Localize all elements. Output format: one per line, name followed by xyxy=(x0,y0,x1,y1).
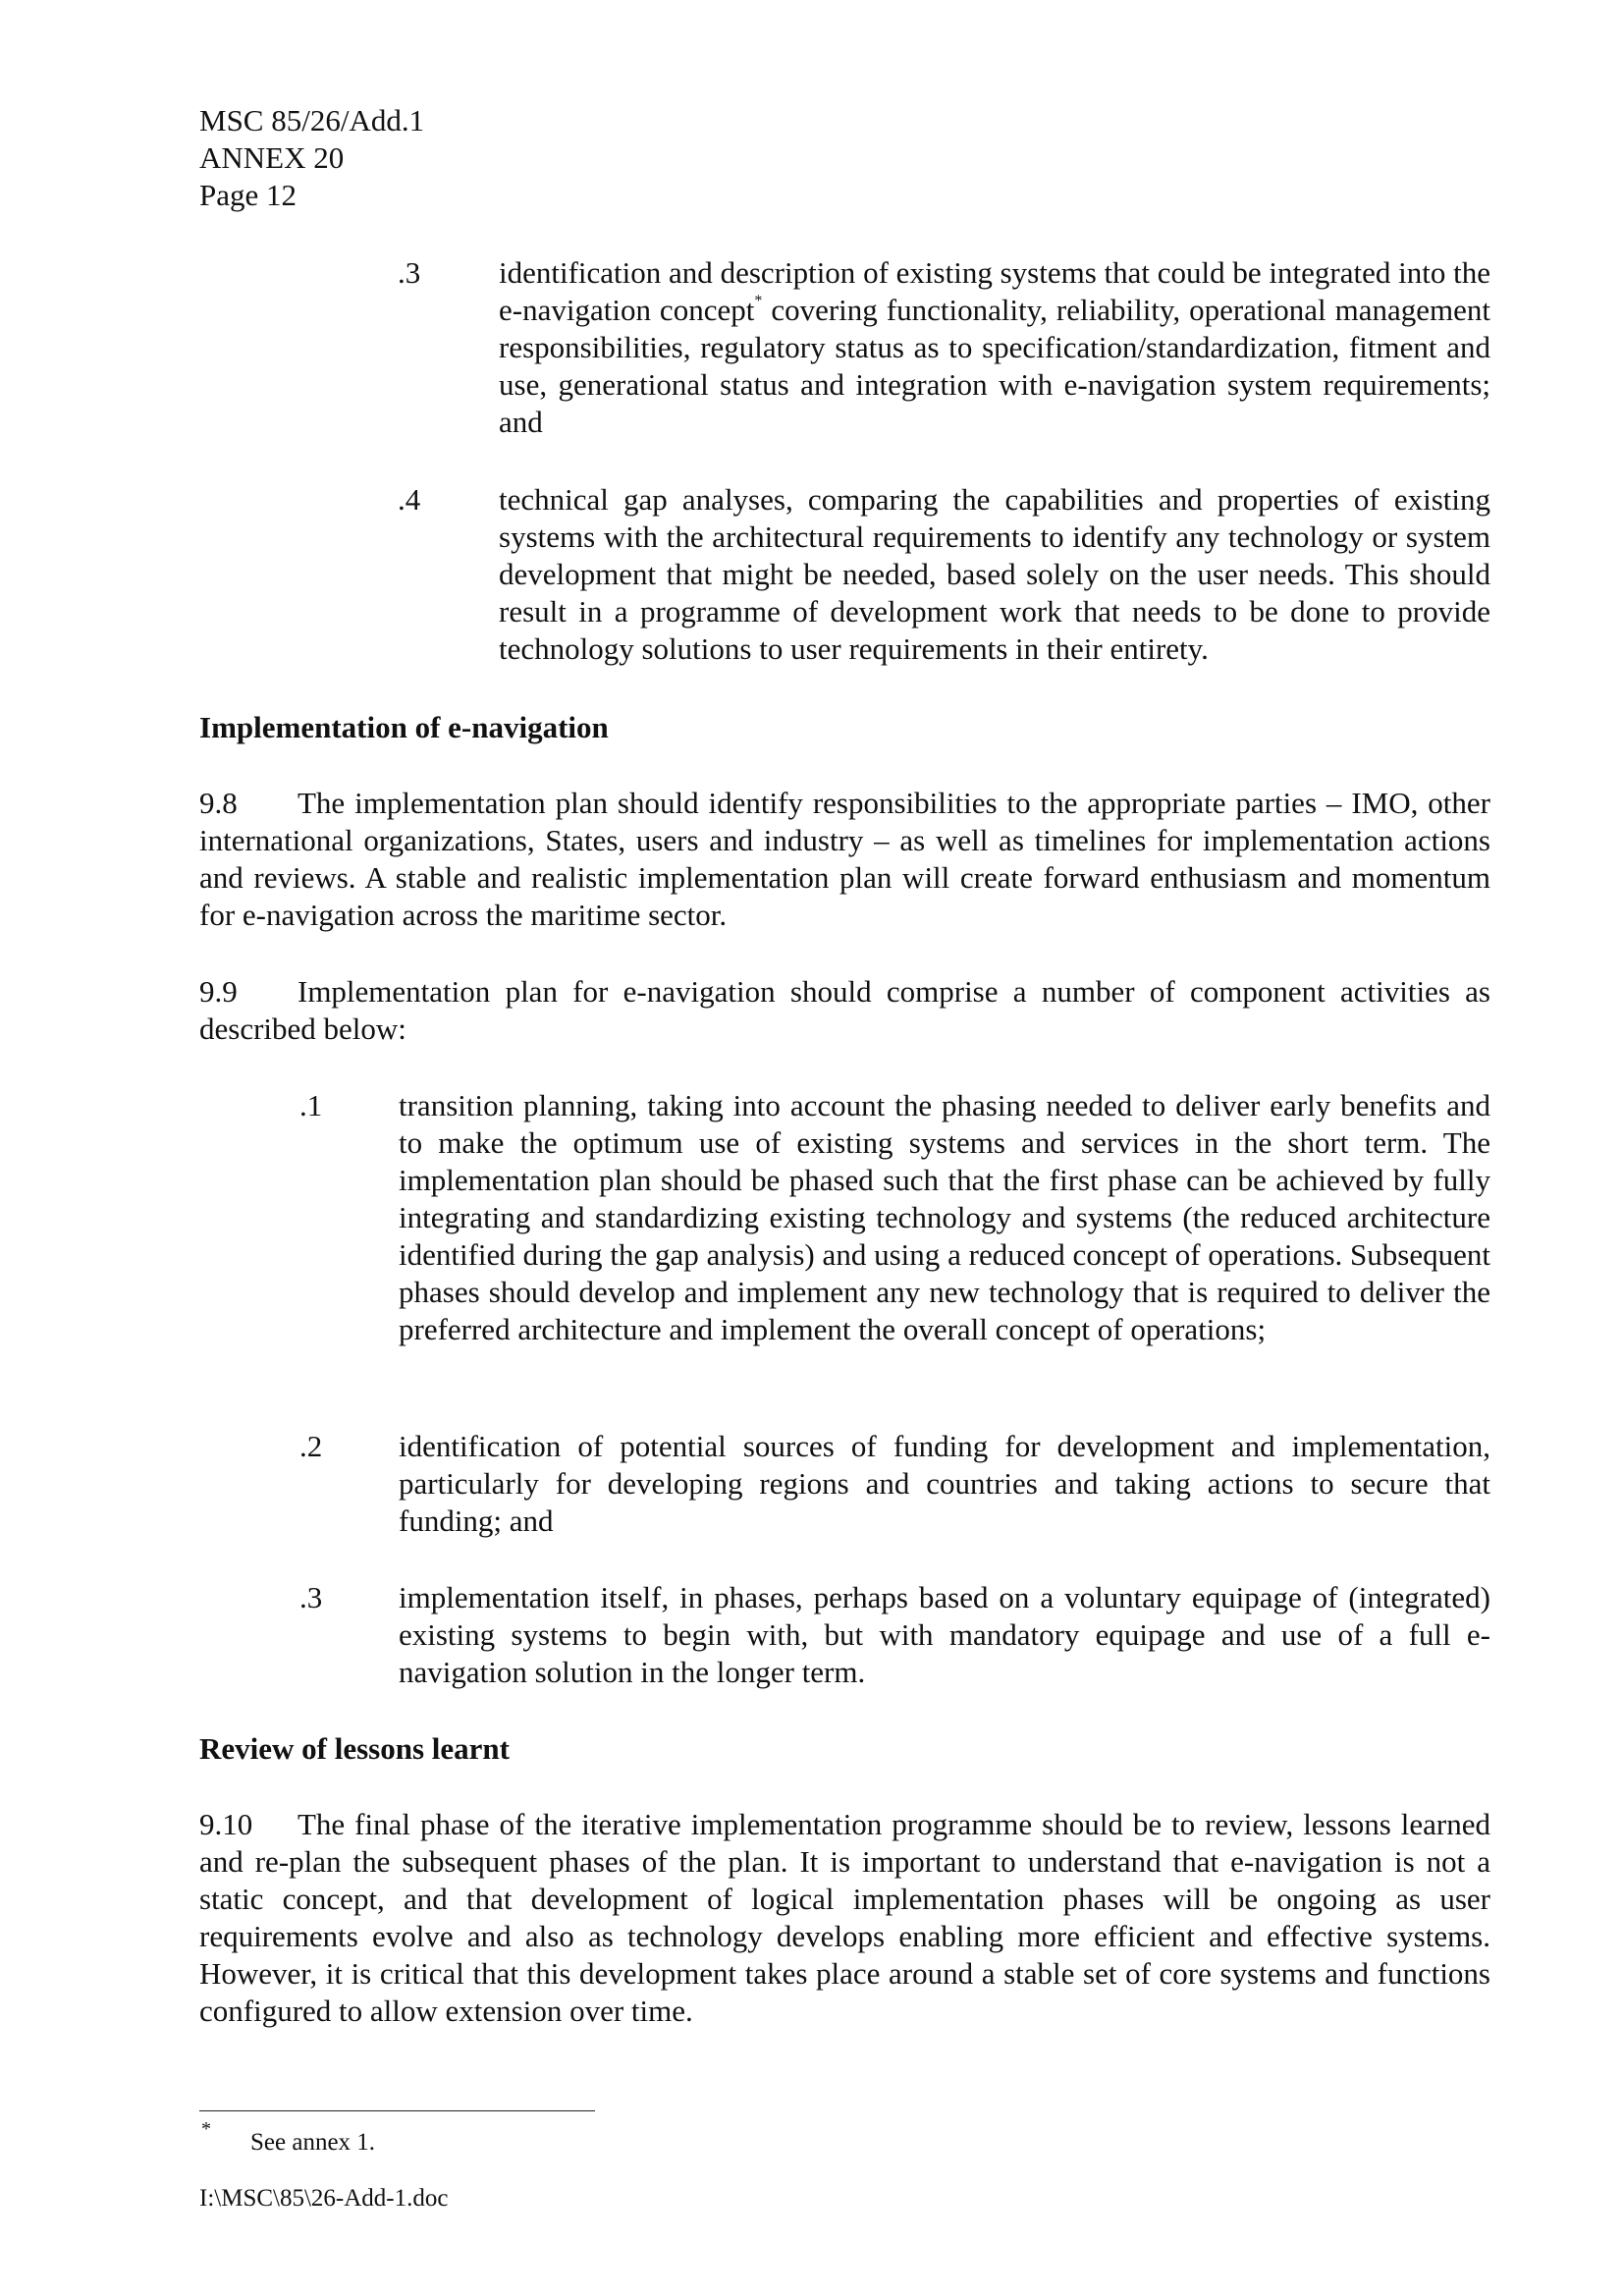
list-item-text: technical gap analyses, comparing the capabilities and properties of existing systems with the architectural requirements to identify any technology or system development that might be needed, based solely on the user needs. This should result in a programme of development work that needs to be done to provide technology solutions to user requirements in their entirety. xyxy=(499,482,1490,666)
paragraph-text: Implementation plan for e-navigation should comprise a number of component activities as described below: xyxy=(199,974,1490,1046)
paragraph-9-10 xyxy=(199,1806,1490,2030)
paragraph-9-9 xyxy=(199,973,1490,1048)
list-item-text: identification of potential sources of funding for development and implementation, particularly for developing regions and countries and taking actions to secure that funding; and xyxy=(399,1429,1490,1538)
paragraph-number: 9.8 xyxy=(199,786,238,820)
footnote-mark: * xyxy=(201,2118,211,2140)
list-item-text xyxy=(499,254,1490,441)
paragraph-number: 9.9 xyxy=(199,974,238,1009)
list-item-number: .2 xyxy=(299,1429,323,1463)
paragraph-number: 9.10 xyxy=(199,1807,253,1841)
list-item-text-part: covering functionality, reliability, operational management responsibilities, regulatory status as to specification/standardization, fitment and use, generational status and integration with e-navigation system requirements; and xyxy=(499,293,1490,439)
list-item-number: .1 xyxy=(299,1088,323,1122)
section-heading-review: Review of lessons learnt xyxy=(199,1731,510,1766)
section-heading-implementation: Implementation of e-navigation xyxy=(199,710,609,744)
document-header xyxy=(199,102,424,214)
annex-label: ANNEX 20 xyxy=(199,140,345,175)
file-path: I:\MSC\85\26-Add-1.doc xyxy=(199,2185,449,2212)
list-item-number: .3 xyxy=(299,1580,323,1614)
paragraph-text: The final phase of the iterative implementation programme should be to review, lessons learned and re-plan the subsequent phases of the plan. It is important to understand that e-navigation is not a static concept, and that development of logical implementation phases will be ongoing as user requirements evolve and also as technology develops enabling more efficient and effective systems. However, it is critical that this development takes place around a stable set of core systems and functions configured to allow extension over time. xyxy=(199,1807,1490,2028)
paragraph-text: The implementation plan should identify responsibilities to the appropriate parties – IMO, other international organizations, States, users and industry – as well as timelines for implementation actions and reviews. A stable and realistic implementation plan will create forward enthusiasm and momentum for e-navigation across the maritime sector. xyxy=(199,786,1490,932)
paragraph-9-8 xyxy=(199,785,1490,934)
list-item-number: .4 xyxy=(398,482,421,517)
footnote-separator xyxy=(199,2110,595,2111)
list-item-text: transition planning, taking into account the phasing needed to deliver early benefits and to make the optimum use of existing systems and services in the short term. The implementation plan should be phased such that the first phase can be achieved by fully integrating and standardizing existing technology and systems (the reduced architecture identified during the gap analysis) and using a reduced concept of operations. Subsequent phases should develop and implement any new technology that is required to deliver the preferred architecture and implement the overall concept of operations; xyxy=(399,1088,1490,1346)
footnote-reference-mark[interactable]: * xyxy=(754,292,763,309)
page-number: Page 12 xyxy=(199,178,298,212)
list-item-text: implementation itself, in phases, perhaps based on a voluntary equipage of (integrated) existing systems to begin with, but with mandatory equipage and use of a full e-navigation solution in the longer term. xyxy=(399,1580,1490,1689)
footnote-text: See annex 1. xyxy=(250,2129,376,2156)
list-item-number: .3 xyxy=(398,255,421,290)
document-reference: MSC 85/26/Add.1 xyxy=(199,103,425,137)
list-item-text-part: identification and description of existing systems that could be integrated into the e-navigation concept xyxy=(499,255,1490,327)
